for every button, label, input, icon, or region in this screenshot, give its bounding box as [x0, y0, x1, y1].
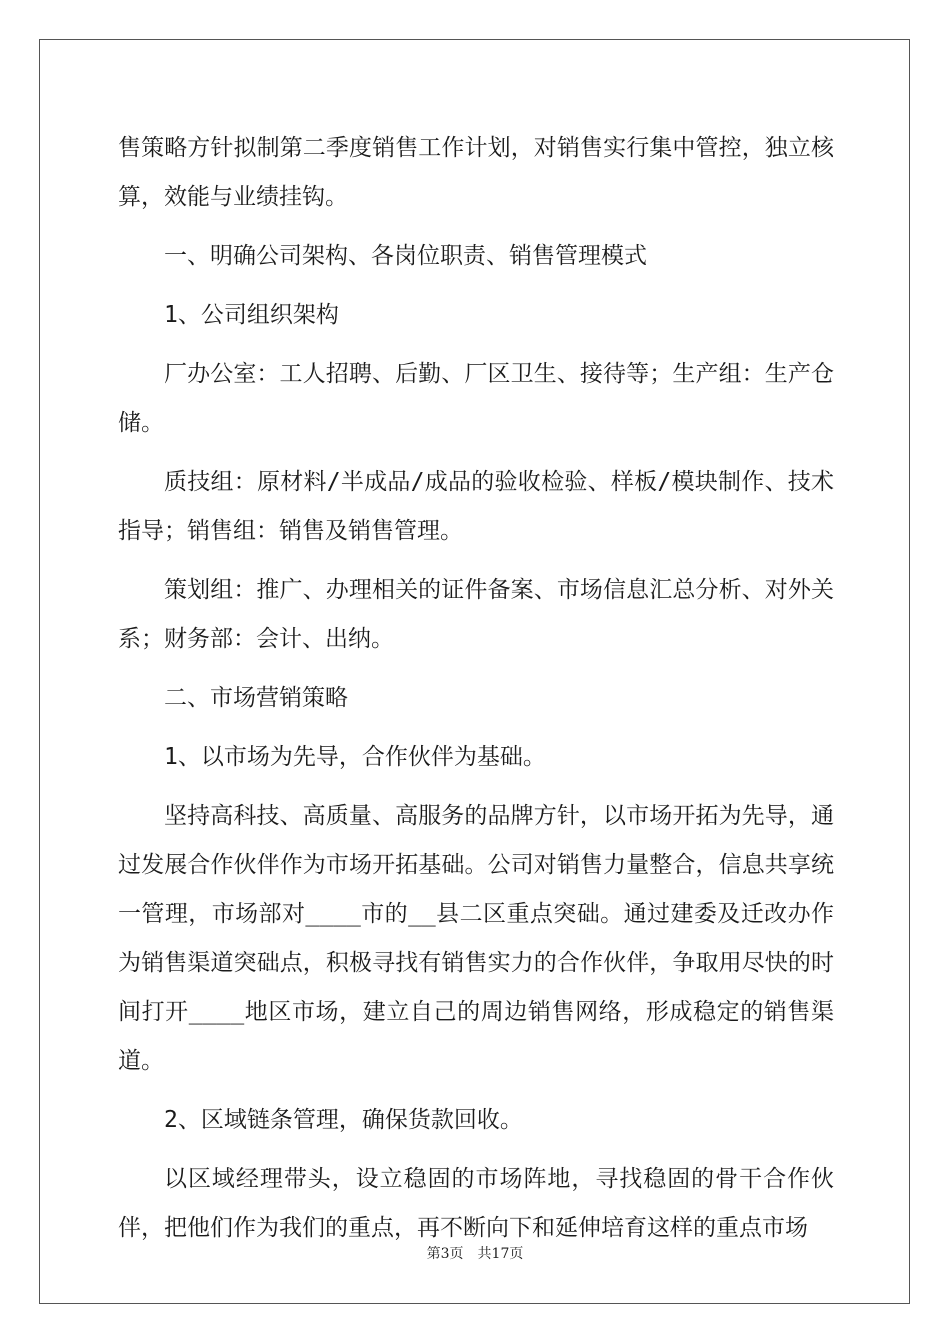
- heading-section-1: 一、明确公司架构、各岗位职责、销售管理模式: [164, 243, 647, 269]
- document-body: [118, 124, 834, 1263]
- subheading-2-2: 2、区域链条管理，确保货款回收。: [164, 1107, 523, 1133]
- paragraph: 策划组：推广、办理相关的证件备案、市场信息汇总分析、对外关系；财务部：会计、出纳。: [118, 577, 834, 652]
- subheading-1-1: 1、公司组织架构: [164, 302, 339, 328]
- paragraph: 质技组：原材料/半成品/成品的验收检验、样板/模块制作、技术指导；销售组：销售及销售管理。: [118, 469, 834, 544]
- page-number-current: 第3页: [426, 1246, 464, 1262]
- paragraph: 厂办公室：工人招聘、后勤、厂区卫生、接待等；生产组：生产仓储。: [118, 361, 834, 436]
- paragraph: 以区域经理带头，设立稳固的市场阵地，寻找稳固的骨干合作伙伴，把他们作为我们的重点，再不断向下和延伸培育这样的重点市场: [118, 1166, 834, 1241]
- page-footer: [0, 1243, 950, 1263]
- page-number-total: 共17页: [477, 1246, 524, 1262]
- paragraph: 坚持高科技、高质量、高服务的品牌方针，以市场开拓为先导，通过发展合作伙伴作为市场开拓基础。公司对销售力量整合，信息共享统一管理，市场部对____市的__县二区重点突础。通过建委及迁改办作为销售渠道突础点，积极寻找有销售实力的合作伙伴，争取用尽快的时间打开____地区市场，建立自己的周边销售网络，形成稳定的销售渠道。: [118, 803, 834, 1074]
- subheading-2-1: 1、以市场为先导，合作伙伴为基础。: [164, 744, 546, 770]
- paragraph: 售策略方针拟制第二季度销售工作计划，对销售实行集中管控，独立核算，效能与业绩挂钩。: [118, 135, 834, 210]
- heading-section-2: 二、市场营销策略: [164, 685, 348, 711]
